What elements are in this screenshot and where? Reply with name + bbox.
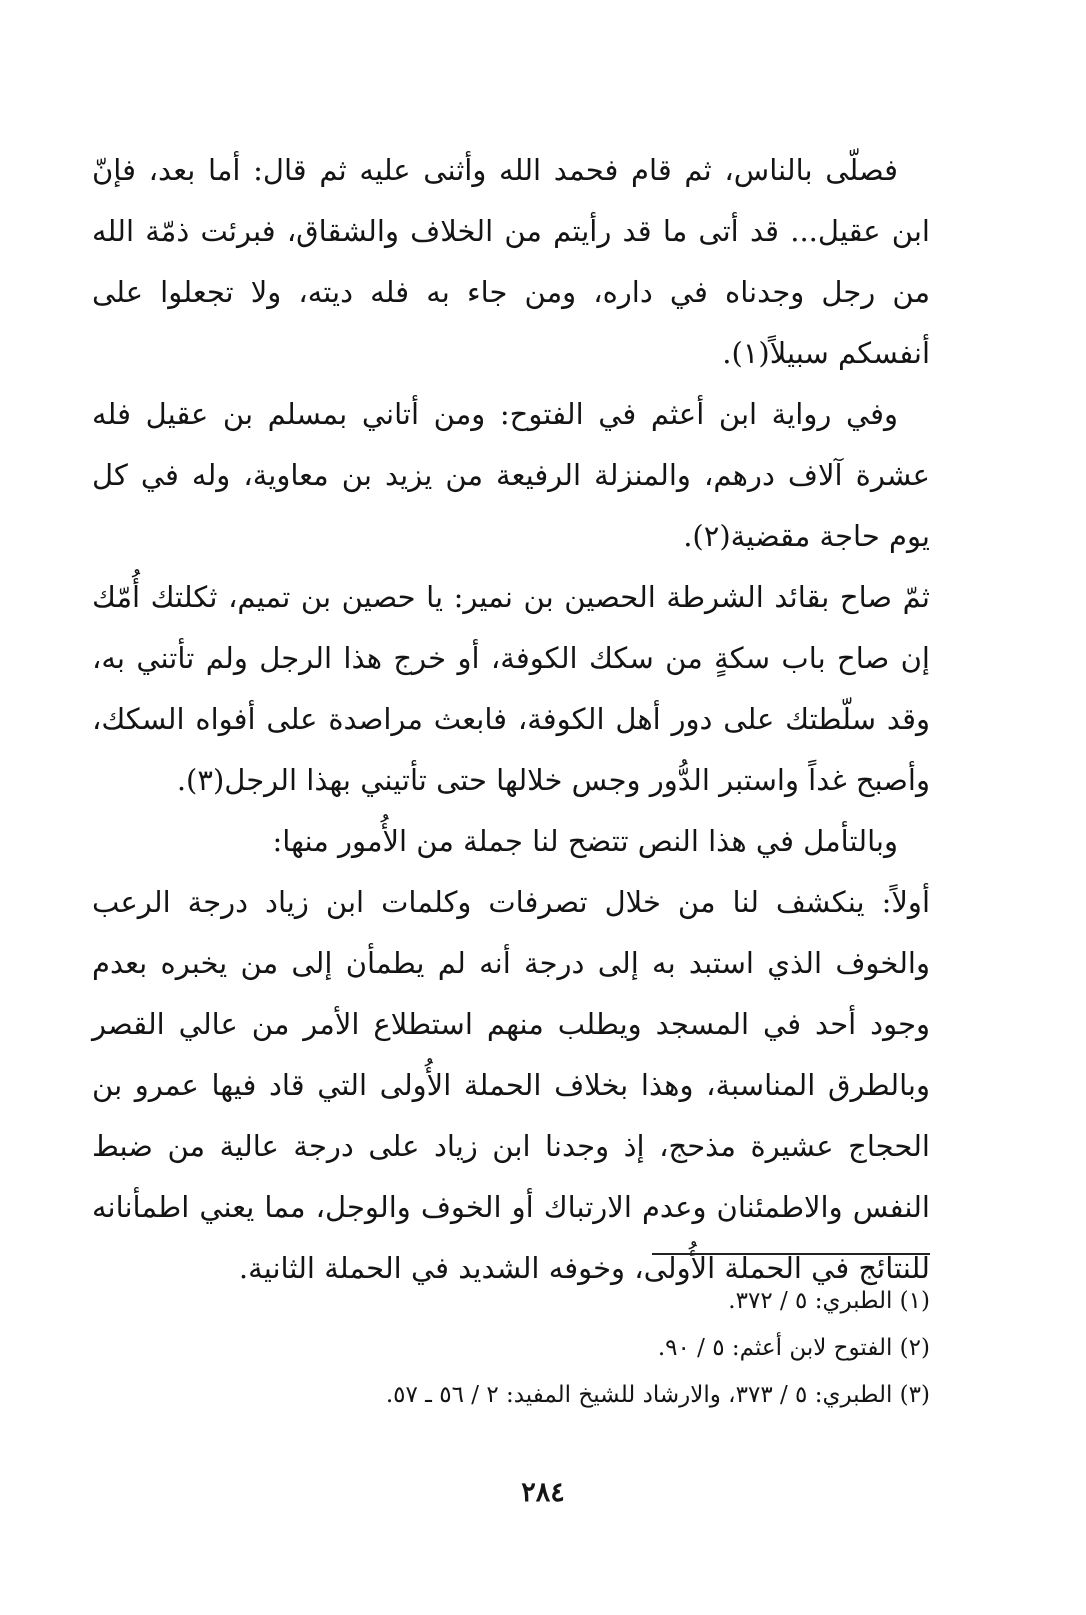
paragraph-2: وفي رواية ابن أعثم في الفتوح: ومن أتاني بمسلم بن عقيل فله عشرة آلاف درهم، والمنزلة الرفيعة من يزيد بن معاوية، وله في كل يوم حاجة مقضية(٢). [92, 397, 930, 553]
footnote-3: (٣) الطبري: ٥ / ٣٧٣، والارشاد للشيخ المفيد: ٢ / ٥٦ ـ ٥٧. [385, 1382, 930, 1408]
paragraph-5: أولاً: ينكشف لنا من خلال تصرفات وكلمات ابن زياد درجة الرعب والخوف الذي استبد به إلى درجة أنه لم يطمأن إلى من يخبره بعدم وجود أحد في المسجد ويطلب منهم استطلاع الأمر من عالي القصر وبالطرق المناسبة، وهذا بخلاف الحملة الأُولى التي قاد فيها عمرو بن الحجاج عشيرة مذحج، إذ وجدنا ابن زياد على درجة عالية من ضبط النفس والاطمئنان وعدم الارتباك أو الخوف والوجل، مما يعني اطمأنانه للنتائج في الحملة الأُولى، وخوفه الشديد في الحملة الثانية. [92, 885, 930, 1285]
paragraph-1: فصلّى بالناس، ثم قام فحمد الله وأثنى عليه ثم قال: أما بعد، فإنّ ابن عقيل... قد أتى ما قد رأيتم من الخلاف والشقاق، فبرئت ذمّة الله من رجل وجدناه في داره، ومن جاء به فله ديته، ولا تجعلوا على أنفسكم سبيلاً(١). [92, 153, 930, 370]
footnotes [230, 1278, 930, 1419]
footnote-1: (١) الطبري: ٥ / ٣٧٢. [728, 1288, 930, 1314]
paragraph-4: وبالتأمل في هذا النص تتضح لنا جملة من الأُمور منها: [272, 824, 898, 858]
page-number: ٢٨٤ [521, 1477, 565, 1508]
footnote-2: (٢) الفتوح لابن أعثم: ٥ / ٩٠. [657, 1335, 930, 1361]
page-body [92, 140, 930, 1299]
footnote-separator [652, 1253, 930, 1255]
paragraph-3: ثمّ صاح بقائد الشرطة الحصين بن نمير: يا حصين بن تميم، ثكلتك أُمّك إن صاح باب سكةٍ من سكك الكوفة، أو خرج هذا الرجل ولم تأتني به، وقد سلّطتك على دور أهل الكوفة، فابعث مراصدة على أفواه السكك، وأصبح غداً واستبر الدُّور وجس خلالها حتى تأتيني بهذا الرجل(٣). [92, 580, 930, 797]
